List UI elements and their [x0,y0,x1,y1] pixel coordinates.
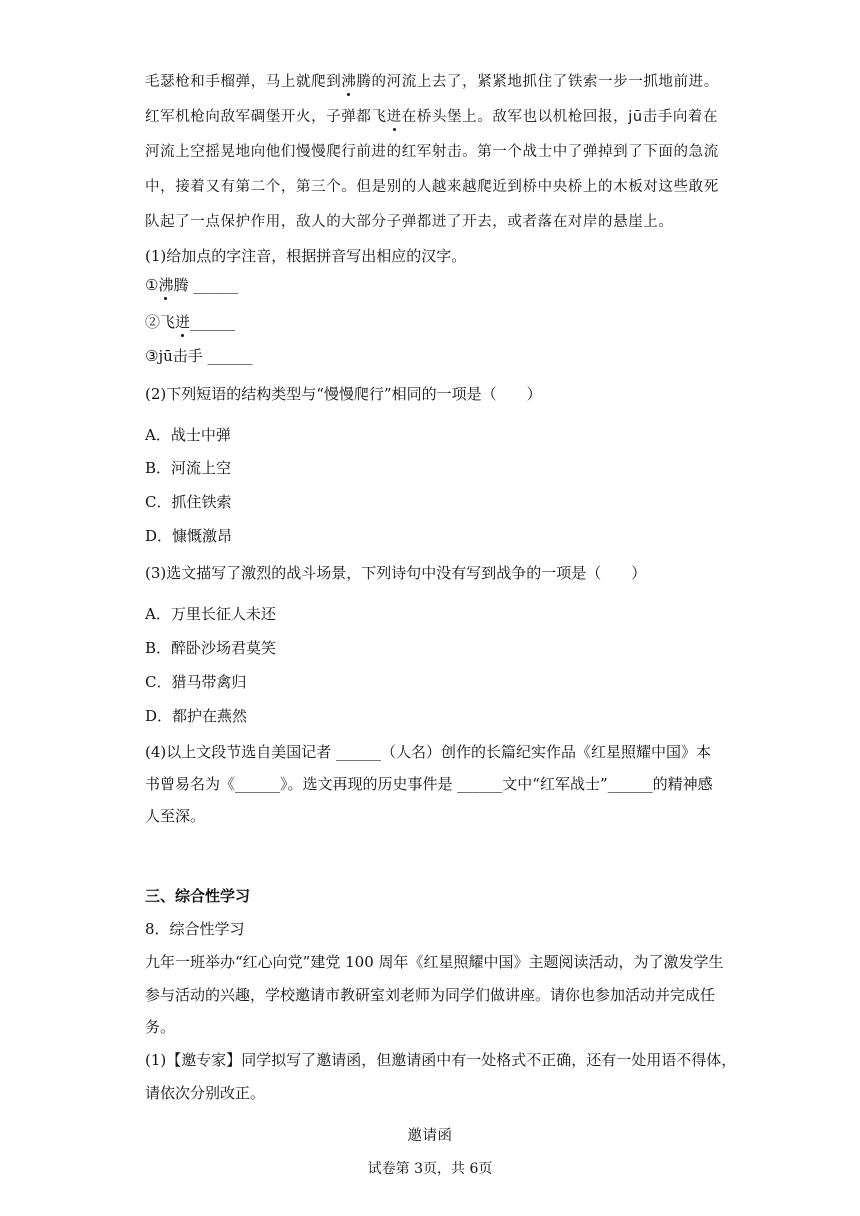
q1-item-3: ③jū击手 ______ [145,347,253,365]
passage-line-1-a: 毛瑟枪和手榴弹，马上就爬到 [145,74,342,90]
q4-line-3: 人至深。 [145,807,206,825]
passage-line-4: 中，接着又有第二个，第三个。但是别的人越来越爬近到桥中央桥上的木板对这些敢死 [145,179,719,195]
passage-line-3: 河流上空摇晃地向他们慢慢爬行前进的红军射击。第一个战士中了弹掉到了下面的急流 [145,144,719,160]
q1-dotted-beng: 迸 [175,313,191,331]
intro-line-2: 参与活动的兴趣，学校邀请市教研室刘老师为同学们做讲座。请你也参加活动并完成任 [145,986,716,1004]
passage-line-2-b: 在桥头堡上。敌军也以机枪回报，jū击手向着在 [401,109,719,125]
intro-line-3: 务。 [145,1018,176,1036]
q3-stem: (3)选文描写了激烈的战斗场景，下列诗句中没有写到战争的一项是（ ） [145,564,647,582]
q4-line-2: 书曾易名为《______》。选文再现的历史事件是 ______文中“红军战士”______的精神感 [145,775,713,793]
passage-line-1-b: 腾的河流上去了，紧紧地抓住了铁索一步一抓地前进。 [356,74,719,90]
q2-option-d: D．慷慨激昂 [145,527,233,545]
q1-dotted-fei: 沸 [158,276,174,294]
q3-option-a: A．万里长征人未还 [145,605,276,623]
q4-line-1: (4)以上文段节选自美国记者 ______（人名）创作的长篇纪实作品《红星照耀中国》本 [145,743,712,761]
page-footer: 试卷第 3页，共 6页 [367,1161,493,1177]
passage-line-2-a: 红军机枪向敌军碉堡开火，子弹都飞 [145,109,387,125]
dotted-char-beng: 迸 [387,105,402,126]
q2-option-c: C．抓住铁索 [145,493,232,511]
passage-line-1 [145,70,719,91]
dotted-char-fei: 沸 [341,70,356,91]
intro-line-1: 九年一班举办“红心向党”建党 100 周年《红星照耀中国》主题阅读活动，为了激发学生 [145,953,724,971]
q3-option-d: D．都护在燕然 [145,707,248,725]
section-heading: 三、综合性学习 [145,887,251,905]
q2-option-b: B．河流上空 [145,459,232,477]
q3-option-c: C．猎马带禽归 [145,673,247,691]
question-8-label: 8．综合性学习 [145,920,245,938]
sub1-line-1: (1)【邀专家】同学拟写了邀请函，但邀请函中有一处格式不正确，还有一处用语不得体， [145,1051,737,1069]
q3-option-b: B．醉卧沙场君莫笑 [145,639,277,657]
q1-item-2: ②飞迸______ [145,313,236,331]
q1-stem: (1)给加点的字注音，根据拼音写出相应的汉字。 [145,247,467,265]
passage-line-2 [145,105,718,126]
passage-line-5: 队起了一点保护作用，敌人的大部分子弹都迸了开去，或者落在对岸的悬崖上。 [145,214,674,230]
letter-title: 邀请函 [407,1128,453,1144]
q2-stem: (2)下列短语的结构类型与“慢慢爬行”相同的一项是（ ） [145,385,542,403]
sub1-line-2: 请依次分别改正。 [145,1084,266,1102]
q1-item-1: ①沸腾 ______ [145,276,239,294]
q2-option-a: A．战士中弹 [145,426,231,444]
